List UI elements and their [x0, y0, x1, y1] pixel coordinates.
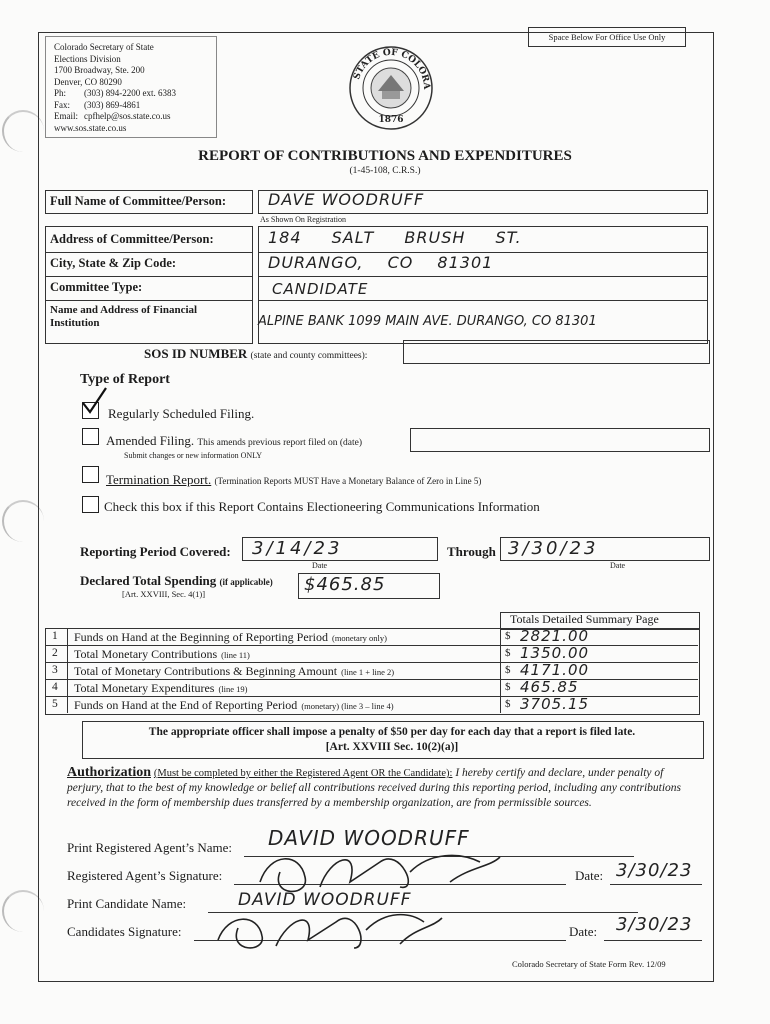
full-name-label: Full Name of Committee/Person:	[50, 194, 226, 208]
state-seal	[348, 45, 434, 131]
summary-row-amount[interactable]: 465.85	[520, 678, 579, 696]
candidate-name-value[interactable]: DAVID WOODRUFF	[238, 890, 412, 910]
dollar-sign-icon: $	[505, 681, 511, 693]
check-mark-icon	[80, 386, 108, 421]
dollar-sign-icon: $	[505, 647, 511, 659]
agent-name-label: Print Registered Agent’s Name:	[67, 840, 233, 855]
summary-row-number: 3	[52, 664, 58, 676]
sos-id-label	[144, 346, 367, 362]
summary-row-label	[74, 630, 387, 645]
summary-row-amount[interactable]: 3705.15	[520, 695, 590, 713]
address-line: Colorado Secretary of State	[54, 42, 154, 52]
dollar-sign-icon: $	[505, 698, 511, 710]
agent-signature-label: Registered Agent’s Signature:	[67, 868, 223, 883]
summary-row-text: Total Monetary Expenditures	[74, 681, 215, 695]
amended-filing-label: Amended Filing.	[106, 433, 195, 448]
agent-date-line	[610, 884, 702, 885]
divider	[258, 300, 707, 301]
authorization-heading: Authorization	[67, 765, 151, 780]
summary-row-amount[interactable]: 2821.00	[520, 627, 590, 645]
agent-date-value[interactable]: 3/30/23	[616, 860, 693, 881]
summary-row-number: 5	[52, 698, 58, 710]
website: www.sos.state.co.us	[54, 122, 127, 133]
summary-row-note: (line 11)	[221, 650, 250, 660]
city-value[interactable]: DURANGO, CO 81301	[268, 253, 494, 272]
summary-row-label	[74, 664, 394, 679]
electioneering-label: Check this box if this Report Contains Electioneering Communications Information	[104, 499, 540, 514]
summary-row-label	[74, 681, 248, 696]
divider	[258, 276, 707, 277]
termination-note: (Termination Reports MUST Have a Monetary Balance of Zero in Line 5)	[214, 476, 482, 486]
divider	[45, 300, 252, 301]
divider	[45, 276, 252, 277]
phone-number: (303) 894-2200 ext. 6383	[84, 88, 176, 98]
candidate-date-line	[604, 940, 702, 941]
statute-reference: (1-45-108, C.R.S.)	[349, 166, 421, 176]
fax-label: Fax:	[54, 99, 71, 110]
summary-row-label	[74, 698, 394, 713]
summary-row-note: (line 19)	[218, 684, 248, 694]
full-name-value: DAVE WOODRUFF	[268, 190, 425, 209]
summary-row-number: 2	[52, 647, 58, 659]
spending-label	[80, 573, 273, 589]
address-line: Elections Division	[54, 53, 121, 64]
candidate-date-label: Date:	[569, 924, 598, 939]
summary-row-amount[interactable]: 1350.00	[520, 644, 590, 662]
spending-article: [Art. XXVIII, Sec. 4(1)]	[122, 589, 206, 599]
candidate-signature[interactable]	[210, 898, 450, 963]
amended-filing-checkbox[interactable]	[82, 428, 99, 445]
amended-filing-text	[106, 433, 362, 449]
spending-qualifier: (if applicable)	[219, 577, 273, 587]
office-use-label: Space Below For Office Use Only	[548, 32, 666, 42]
summary-row-text: Funds on Hand at the Beginning of Reporting Period	[74, 630, 328, 644]
city-label: City, State & Zip Code:	[50, 256, 177, 270]
dollar-sign-icon: $	[505, 664, 511, 676]
spending-heading: Declared Total Spending	[80, 573, 217, 588]
termination-report-checkbox[interactable]	[82, 466, 99, 483]
reporting-period-label: Reporting Period Covered:	[80, 544, 231, 559]
institution-value[interactable]: ALPINE BANK 1099 MAIN AVE. DURANGO, CO 81301	[258, 314, 597, 329]
address-value[interactable]: 184 SALT BRUSH ST.	[268, 228, 522, 247]
amended-filing-note: This amends previous report filed on (date)	[197, 438, 362, 448]
form-footer: Colorado Secretary of State Form Rev. 12/09	[512, 959, 666, 969]
summary-row-note: (line 1 + line 2)	[341, 667, 395, 677]
phone-label: Ph:	[54, 88, 67, 98]
summary-row-amount[interactable]: 4171.00	[520, 661, 590, 679]
summary-row-label	[74, 647, 250, 662]
spending-value: $465.85	[304, 574, 386, 595]
fax-number: (303) 869-4861	[84, 99, 141, 110]
divider	[45, 252, 252, 253]
seal-year: 1876	[378, 115, 404, 125]
authorization-block	[67, 765, 699, 811]
address-line: Denver, CO 80290	[54, 76, 122, 87]
termination-label: Termination Report.	[106, 472, 212, 487]
sos-id-heading: SOS ID NUMBER	[144, 346, 248, 361]
period-to-value: 3/30/23	[508, 538, 599, 559]
summary-row-text: Total Monetary Contributions	[74, 647, 218, 661]
through-label: Through	[447, 544, 496, 559]
office-use-box	[528, 27, 686, 47]
sos-id-note: (state and county committees):	[250, 351, 368, 361]
address-line: 1700 Broadway, Ste. 200	[54, 65, 145, 75]
institution-label: Name and Address of Financial Institution	[50, 304, 198, 329]
period-from-caption: Date	[312, 561, 328, 570]
authorization-text: I hereby certify and declare, under penalty of perjury, that to the best of my knowledge or belief all contributions received during this reporting period, including any contributions received in the form of membership dues transferred by a membership organization, are from permissible sources.	[67, 767, 682, 809]
sos-id-input[interactable]	[403, 340, 710, 364]
committee-type-label: Committee Type:	[50, 280, 143, 294]
agent-name-value[interactable]: DAVID WOODRUFF	[268, 826, 470, 850]
authorization-qualifier: (Must be completed by either the Registered Agent OR the Candidate):	[153, 768, 453, 779]
penalty-line-1: The appropriate officer shall impose a penalty of $50 per day for each day that a report is filed late.	[148, 726, 636, 738]
amended-date-input[interactable]	[410, 428, 710, 452]
amended-filing-subnote: Submit changes or new information ONLY	[124, 451, 263, 460]
office-address	[54, 42, 176, 134]
registration-note: As Shown On Registration	[260, 215, 346, 224]
candidate-name-label: Print Candidate Name:	[67, 896, 187, 911]
period-to-caption: Date	[610, 561, 626, 570]
address-label: Address of Committee/Person:	[50, 232, 214, 246]
summary-row-text: Total of Monetary Contributions & Beginning Amount	[74, 664, 338, 678]
email-label: Email:	[54, 111, 78, 121]
summary-row-text: Funds on Hand at the End of Reporting Period	[74, 698, 298, 712]
summary-row-note: (monetary only)	[331, 633, 387, 643]
summary-row-number: 1	[52, 630, 58, 642]
dollar-sign-icon: $	[505, 630, 511, 642]
penalty-line-2: [Art. XXVIII Sec. 10(2)(a)]	[325, 741, 459, 753]
termination-text	[106, 472, 481, 488]
email-address: cpfhelp@sos.state.co.us	[84, 111, 171, 121]
committee-type-value[interactable]: CANDIDATE	[272, 280, 369, 298]
period-from-value: 3/14/23	[252, 538, 343, 559]
seal-text: STATE OF COLORA	[352, 47, 432, 90]
candidate-date-value[interactable]: 3/30/23	[616, 914, 693, 935]
report-type-heading: Type of Report	[80, 372, 170, 387]
regular-filing-label: Regularly Scheduled Filing.	[108, 406, 255, 421]
agent-date-label: Date:	[575, 868, 604, 883]
summary-row-note: (monetary) (line 3 – line 4)	[301, 701, 394, 711]
summary-row-number: 4	[52, 681, 58, 693]
summary-header: Totals Detailed Summary Page	[510, 612, 659, 626]
form-title: REPORT OF CONTRIBUTIONS AND EXPENDITURES	[198, 148, 572, 164]
candidate-signature-label: Candidates Signature:	[67, 924, 182, 939]
electioneering-checkbox[interactable]	[82, 496, 99, 513]
